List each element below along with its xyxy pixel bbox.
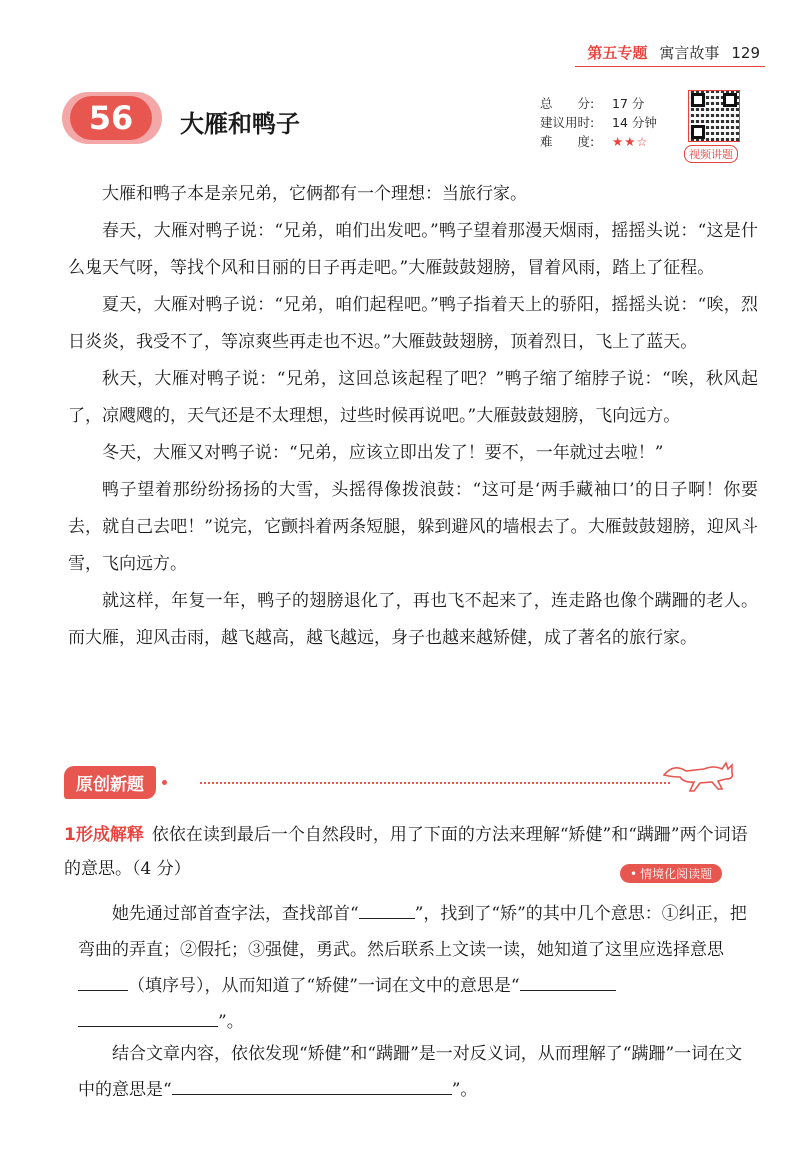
story-paragraph: 冬天，大雁又对鸭子说：“兄弟，应该立即出发了！要不，一年就过去啦！”: [102, 443, 664, 463]
difficulty-label: 难 度:: [540, 134, 595, 149]
answer-text: 结合文章内容，依依发现“矫健”和“蹒跚”是一对反义词，从而理解了“蹒跚”一词在文中的意思是“: [78, 1044, 743, 1100]
lesson-info: [540, 94, 657, 151]
story-paragraph: 鸭子望着那纷纷扬扬的大雪，头摇得像拨浪鼓：“这可是‘两手藏袖口’的日子啊！你要去，就自己去吧！”说完，它颤抖着两条短腿，躲到避风的墙根去了。大雁鼓鼓翅膀，迎风斗雪，飞向远方。: [68, 480, 758, 574]
answer-paragraph-1: [78, 896, 758, 1040]
story-paragraph: 大雁和鸭子本是亲兄弟，它俩都有一个理想：当旅行家。: [102, 184, 527, 204]
time-value: 14 分钟: [612, 115, 657, 130]
section-divider: [200, 782, 670, 784]
story-paragraph: 就这样，年复一年，鸭子的翅膀退化了，再也飞不起来了，连走路也像个蹒跚的老人。而大雁，迎风击雨，越飞越高，越飞越远，身子也越来越矫健，成了著名的旅行家。: [68, 591, 758, 648]
answer-text: 她先通过部首查字法，查找部首“: [112, 904, 359, 924]
blank-panshan-meaning[interactable]: [172, 1075, 452, 1095]
header-topic: 寓言故事: [659, 44, 720, 62]
question-tag: • 情境化阅读题: [620, 864, 722, 883]
story-paragraph: 秋天，大雁对鸭子说：“兄弟，这回总该起程了吧？”鸭子缩了缩脖子说：“唉，秋风起了，凉飕飕的，天气还是不太理想，过些时候再说吧。”大雁鼓鼓翅膀，飞向远方。: [68, 369, 758, 426]
question-number: 1: [64, 825, 76, 845]
blank-jiaojian-meaning-b[interactable]: [78, 1007, 218, 1027]
answer-paragraph-2: [78, 1036, 758, 1108]
section-dot: [162, 780, 167, 785]
question-type: 形成解释: [75, 825, 144, 845]
total-label: 总 分:: [540, 96, 595, 111]
page-header: [587, 42, 760, 63]
section-header: [64, 766, 167, 799]
qr-code-icon[interactable]: [688, 90, 740, 142]
question-text: 依依在读到最后一个自然段时，用了下面的方法来理解“矫健”和“蹒跚”两个词语的意思。（4 分）: [64, 825, 748, 879]
blank-jiaojian-meaning-a[interactable]: [520, 971, 616, 991]
answer-text: ”。: [218, 1012, 244, 1032]
blank-radical[interactable]: [359, 899, 415, 919]
blank-meaning-number[interactable]: [78, 971, 128, 991]
header-divider: [575, 66, 765, 67]
lesson-title: 大雁和鸭子: [180, 110, 300, 138]
answer-text: ”。: [451, 1080, 478, 1100]
page-number: 129: [731, 43, 760, 62]
video-explanation-label[interactable]: 视频讲题: [684, 145, 738, 163]
story-paragraph: 夏天，大雁对鸭子说：“兄弟，咱们起程吧。”鸭子指着天上的骄阳，摇摇头说：“唉，烈日炎炎，我受不了，等凉爽些再走也不迟。”大雁鼓鼓翅膀，顶着烈日，飞上了蓝天。: [68, 295, 758, 352]
answer-text: （填序号），从而知道了“矫健”一词在文中的意思是“: [128, 976, 520, 996]
story-paragraph: 春天，大雁对鸭子说：“兄弟，咱们出发吧。”鸭子望着那漫天烟雨，摇摇头说：“这是什么鬼天气呀，等找个风和日丽的日子再走吧。”大雁鼓鼓翅膀，冒着风雨，踏上了征程。: [68, 221, 758, 278]
header-section: 第五专题: [587, 44, 648, 62]
time-label: 建议用时:: [540, 115, 595, 130]
cat-icon: [660, 755, 740, 795]
difficulty-stars: ★★☆: [612, 134, 649, 149]
section-title: 原创新题: [64, 766, 156, 799]
story-text: [68, 176, 758, 657]
lesson-number: 56: [70, 96, 152, 140]
answer-text: ”，找到了“矫”的其中几个意思：①纠正，把弯曲的弄直；②假托；③强健，勇武。然后联系上文读一读，她知道了这里应选择意思: [78, 904, 747, 960]
total-value: 17 分: [612, 96, 645, 111]
